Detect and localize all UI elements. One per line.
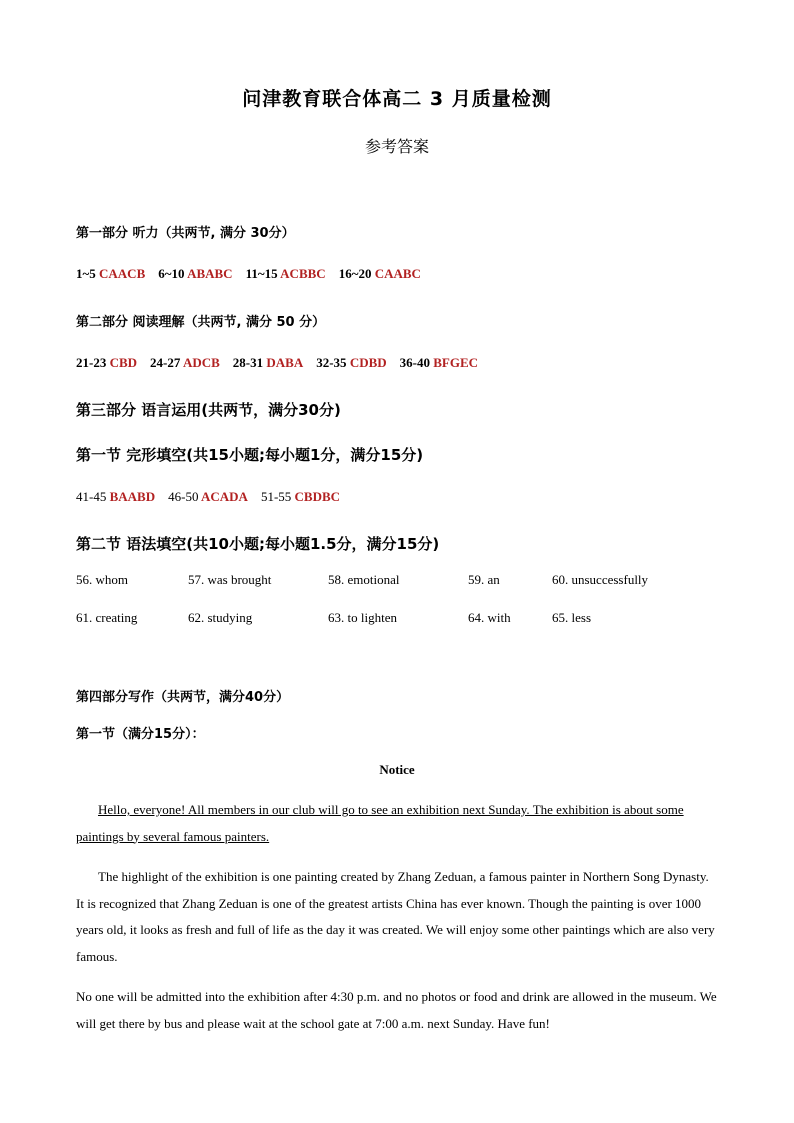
grammar-answer: 59. an (468, 572, 500, 587)
answer-key: BAABD (109, 489, 156, 504)
answer-range: 46-50 (168, 489, 199, 504)
answer-range: 16~20 (338, 266, 372, 281)
answer-range: 11~15 (245, 266, 278, 281)
notice-paragraph-2: The highlight of the exhibition is one painting created by Zhang Zeduan, a famous painter in Northern Song Dynasty. It is recognized that Zhang Zeduan is one of the greatest artists China has ever known. Though the painting is over 1000 years old, it looks as fresh and full of life as the day it was created. We will enjoy some other paintings which are also very famous. (76, 869, 715, 964)
answer-key: BFGEC (433, 355, 479, 370)
answer-key: CAACB (99, 266, 146, 281)
grammar-answer: 61. creating (76, 610, 138, 625)
answer-key: CDBD (349, 355, 387, 370)
part4-heading: 第四部分写作（共两节，满分40分） (76, 690, 290, 705)
part1-answers (76, 266, 421, 282)
notice-title: Notice (379, 762, 415, 777)
answer-key: ADCB (182, 355, 220, 370)
answer-range: 6~10 (158, 266, 185, 281)
answer-range: 24-27 (150, 355, 181, 370)
answer-key: CBDBC (294, 489, 341, 504)
part2-answers (76, 355, 478, 371)
grammar-answer: 65. less (552, 610, 591, 625)
part3-section1-heading: 第一节 完形填空(共15小题;每小题1分，满分15分) (76, 446, 424, 464)
answer-key: DABA (266, 355, 304, 370)
answer-key: ABABC (187, 266, 233, 281)
answer-key: ACADA (201, 489, 248, 504)
answer-range: 51-55 (260, 489, 292, 504)
grammar-answer: 57. was brought (188, 572, 272, 587)
grammar-answer: 60. unsuccessfully (552, 572, 649, 587)
answer-range: 1~5 (76, 266, 96, 281)
grammar-answer: 56. whom (76, 572, 128, 587)
grammar-answer: 64. with (468, 610, 511, 625)
part3-section1-answers (76, 489, 340, 505)
answer-key: CBD (109, 355, 138, 370)
part1-heading: 第一部分 听力（共两节, 满分 30分） (76, 226, 295, 241)
grammar-answer: 58. emotional (328, 572, 400, 587)
answer-range: 28-31 (232, 355, 264, 370)
page-subtitle: 参考答案 (364, 137, 429, 156)
answer-range: 21-23 (76, 355, 107, 370)
grammar-answer: 62. studying (188, 610, 253, 625)
answer-key: CAABC (374, 266, 421, 281)
answer-key: ACBBC (280, 266, 326, 281)
part3-section2-heading: 第二节 语法填空(共10小题;每小题1.5分，满分15分) (76, 535, 440, 553)
notice-paragraph-1-text: Hello, everyone! All members in our club will go to see an exhibition next Sunday. The exhibition is about some paintings by several famous painters. (76, 802, 684, 844)
page-title: 问津教育联合体高二 3 月质量检测 (242, 88, 552, 110)
part2-heading: 第二部分 阅读理解（共两节, 满分 50 分） (76, 315, 326, 330)
answer-range: 36-40 (399, 355, 430, 370)
answer-range: 41-45 (76, 489, 107, 504)
grammar-answer: 63. to lighten (328, 610, 397, 625)
part3-heading: 第三部分 语言运用(共两节，满分30分) (76, 401, 341, 419)
notice-paragraph-3: No one will be admitted into the exhibition after 4:30 p.m. and no photos or food and drink are allowed in the museum. We will get there by bus and please wait at the school gate at 7:00 a.m. next Sunday. Have fun! (76, 989, 717, 1031)
part4-section1-heading: 第一节（满分15分）： (76, 727, 205, 742)
notice-paragraph-1 (76, 797, 718, 850)
answer-range: 32-35 (316, 355, 347, 370)
